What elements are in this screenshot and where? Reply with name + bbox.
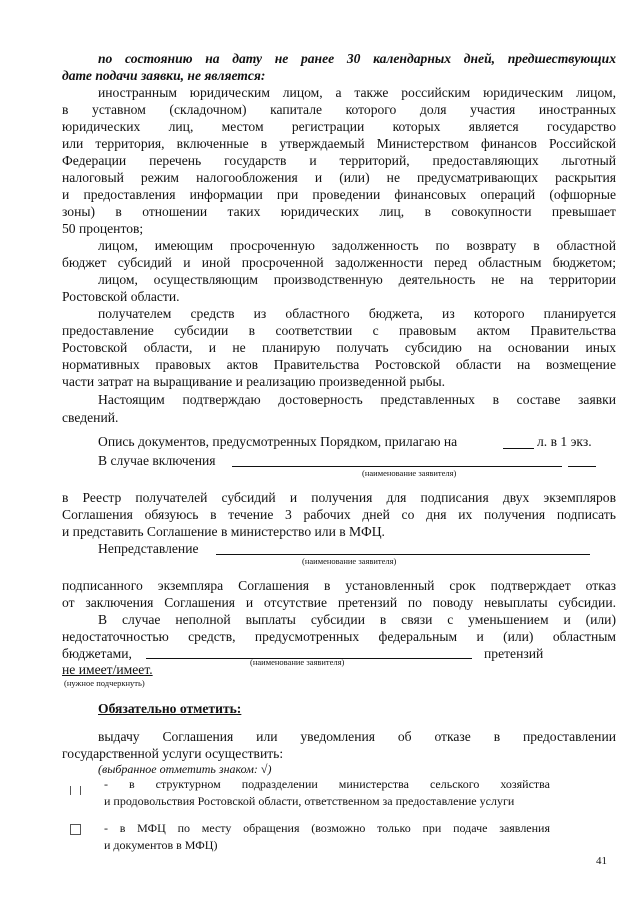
p4-line-2: предоставление субсидии в соответствии с правовым актом Правительства [62, 323, 616, 338]
option1-line-2: и продовольствия Ростовской области, ответственном за предоставление услуги [104, 794, 515, 808]
page-number: 41 [596, 855, 607, 867]
note-line-1: выдачу Соглашения или уведомления об отказе в предоставлении [98, 729, 616, 744]
p1-line-7: и предоставления информации при проведении финансовых операций (офшорные [62, 187, 616, 202]
p1-line-3: юридических лиц, местом регистрации которых является государство [62, 119, 616, 134]
p1-line-6: налоговый режим налогообложения и (или) не предусматривающих раскрытия [62, 170, 616, 185]
partial-line-2: недостаточностью средств, предусмотренных федеральным и (или) областным [62, 629, 616, 644]
partial-budget: бюджетами, [62, 646, 132, 661]
p2-line-2: бюджет субсидий и иной просроченной задолженности перед областным бюджетом; [62, 255, 616, 270]
note-heading: Обязательно отметить: [98, 701, 242, 716]
option1-checkbox[interactable] [70, 786, 81, 795]
p4-line-4: нормативных правовых актов Правительства Ростовской области на возмещение [62, 357, 616, 372]
note-line-2: государственной услуги осуществить: [62, 746, 284, 761]
nonsubmission-line-1: подписанного экземпляра Соглашения в установленный срок подтверждает отказ [62, 578, 616, 593]
p1-line-5: Федерации перечень государств и территорий, предоставляющих льготный [62, 153, 616, 168]
opis-pages-blank[interactable] [503, 448, 534, 449]
p1-line-4: или территория, включенные в утверждаемый Министерством финансов Российской [62, 136, 616, 151]
p1-line-2: в уставном (складочном) капитале которого доля участия иностранных [62, 102, 616, 117]
nonsubmission-prefix: Непредставление [98, 541, 199, 556]
inclusion-prefix: В случае включения [98, 453, 216, 468]
p3-line-2: Ростовской области. [62, 289, 180, 304]
p5-line-2: сведений. [62, 410, 119, 425]
inclusion-applicant-blank[interactable] [232, 466, 562, 467]
nonsubmission-line-2: от заключения Соглашения и отсутствие претензий по поводу невыплаты субсидии. [62, 595, 616, 610]
partial-options[interactable]: не имеет/имеет. [62, 662, 153, 677]
nonsubmission-caption: (наименование заявителя) [302, 556, 397, 566]
inclusion-line-2: Соглашения обязуюсь в течение 3 рабочих дней со дня их получения подписать [62, 507, 616, 522]
inclusion-line-3: и представить Соглашение в министерство или в МФЦ. [62, 524, 385, 539]
note-hint: (выбранное отметить знаком: √) [98, 762, 272, 776]
opis-prefix: Опись документов, предусмотренных Порядком, прилагаю на [98, 434, 458, 449]
p1-line-9: 50 процентов; [62, 221, 144, 236]
p3-line-1: лицом, осуществляющим производственную деятельность не на территории [98, 272, 616, 287]
option2-checkbox[interactable] [70, 824, 81, 835]
inclusion-extra-blank[interactable] [568, 466, 596, 467]
option1-line-1: - в структурном подразделении министерства сельского хозяйства [104, 777, 550, 791]
p4-line-5: части затрат на выращивание и реализацию произведенной рыбы. [62, 374, 446, 389]
p5-line-1: Настоящим подтверждаю достоверность представленных в составе заявки [98, 392, 616, 407]
partial-underline-note: (нужное подчеркнуть) [64, 678, 145, 688]
intro-line-1: по состоянию на дату не ранее 30 календарных дней, предшествующих [98, 51, 616, 66]
option2-line-2: и документов в МФЦ) [104, 838, 218, 852]
intro-line-2: дате подачи заявки, не является: [62, 68, 266, 83]
opis-suffix: л. в 1 экз. [537, 434, 592, 449]
p1-line-1: иностранным юридическим лицом, а также российским юридическим лицом, [98, 85, 616, 100]
inclusion-line-1: в Реестр получателей субсидий и получения для подписания двух экземпляров [62, 490, 616, 505]
partial-claims: претензий [484, 646, 544, 661]
partial-caption: (наименование заявителя) [250, 657, 345, 667]
inclusion-caption: (наименование заявителя) [362, 468, 457, 478]
partial-line-1: В случае неполной выплаты субсидии в связи с уменьшением и (или) [98, 612, 616, 627]
option2-line-1: - в МФЦ по месту обращения (возможно только при подаче заявления [104, 821, 550, 835]
p1-line-8: зоны) в отношении таких юридических лиц, в совокупности превышает [62, 204, 616, 219]
p4-line-1: получателем средств из областного бюджета, из которого планируется [98, 306, 616, 321]
p2-line-1: лицом, имеющим просроченную задолженность по возврату в областной [98, 238, 616, 253]
nonsubmission-applicant-blank[interactable] [216, 554, 590, 555]
p4-line-3: Ростовской области, и не планирую получать субсидию на основании иных [62, 340, 616, 355]
